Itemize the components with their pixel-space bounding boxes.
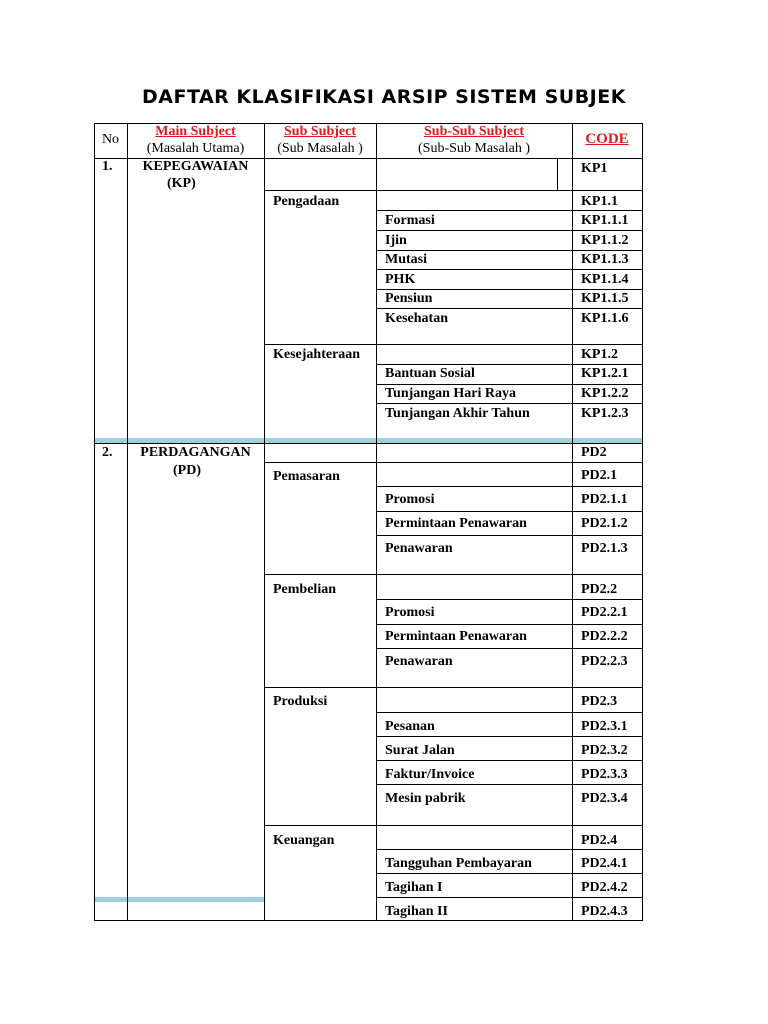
subsub-subject: PHK [385,272,416,287]
col-header-subsub-subject: Sub-Sub Subject [424,124,524,139]
sub-subject: Pemasaran [273,469,340,484]
code-cell: PD2.1 [581,468,618,483]
code-cell: KP1.2.3 [581,406,629,421]
code-cell: KP1 [581,161,608,176]
code-cell: PD2.2.3 [581,654,628,669]
code-cell: KP1.2 [581,347,618,362]
code-cell: KP1.1.1 [581,213,629,228]
sub-subject: Pengadaan [273,194,340,209]
code-cell: KP1.1.6 [581,311,629,326]
subsub-subject: Kesehatan [385,311,448,326]
subsub-subject: Permintaan Penawaran [385,629,527,644]
subsub-subject: Mutasi [385,252,427,267]
main-subject-name: PERDAGANGAN [140,445,251,460]
main-no: 2. [102,445,113,460]
subsub-subject: Penawaran [385,541,453,556]
subsub-subject: Tunjangan Akhir Tahun [385,406,530,421]
accent-band [94,897,264,902]
col-header-subsub-subject-sub: (Sub-Sub Masalah ) [418,141,530,156]
document-title: DAFTAR KLASIFIKASI ARSIP SISTEM SUBJEK [142,86,626,108]
code-cell: PD2.4 [581,833,618,848]
subsub-subject: Pensiun [385,291,433,306]
sub-subject: Keuangan [273,833,335,848]
code-cell: PD2.3.4 [581,791,628,806]
subsub-subject: Formasi [385,213,435,228]
code-cell: PD2.4.1 [581,856,628,871]
code-cell: PD2.4.3 [581,904,628,919]
sub-subject: Pembelian [273,582,336,597]
main-no: 1. [102,159,113,174]
subsub-subject: Surat Jalan [385,743,455,758]
subsub-subject: Ijin [385,233,407,248]
subsub-subject: Tagihan I [385,880,443,895]
col-header-no: No [101,132,120,147]
code-cell: PD2.1.1 [581,492,628,507]
code-cell: PD2.2 [581,582,618,597]
col-header-main-subject: Main Subject [155,124,236,139]
code-cell: PD2 [581,445,607,460]
code-cell: PD2.2.2 [581,629,628,644]
subsub-subject: Penawaran [385,654,453,669]
code-cell: KP1.1.4 [581,272,629,287]
subsub-subject: Tagihan II [385,904,448,919]
subsub-subject: Mesin pabrik [385,791,466,806]
subsub-subject: Pesanan [385,719,435,734]
sub-subject: Kesejahteraan [273,347,361,362]
col-header-main-subject-sub: (Masalah Utama) [146,141,245,156]
sub-subject: Produksi [273,694,328,709]
subsub-subject: Promosi [385,492,435,507]
code-cell: KP1.1.3 [581,252,629,267]
col-header-sub-subject: Sub Subject [284,124,356,139]
code-cell: PD2.4.2 [581,880,628,895]
accent-band [94,438,642,443]
subsub-subject: Tangguhan Pembayaran [385,856,532,871]
code-cell: PD2.3.2 [581,743,628,758]
code-cell: PD2.3.1 [581,719,628,734]
code-cell: PD2.3 [581,694,618,709]
code-cell: KP1.1.5 [581,291,629,306]
code-cell: PD2.1.3 [581,541,628,556]
subsub-subject: Promosi [385,605,435,620]
code-cell: KP1.1.2 [581,233,629,248]
subsub-subject: Faktur/Invoice [385,767,475,782]
col-header-code: CODE [585,131,629,147]
code-cell: KP1.1 [581,194,618,209]
subsub-subject: Permintaan Penawaran [385,516,527,531]
subsub-subject: Bantuan Sosial [385,366,475,381]
code-cell: KP1.2.1 [581,366,629,381]
code-cell: PD2.3.3 [581,767,628,782]
main-subject-abbr: (PD) [173,463,201,478]
code-cell: PD2.2.1 [581,605,628,620]
code-cell: KP1.2.2 [581,386,629,401]
code-cell: PD2.1.2 [581,516,628,531]
col-header-sub-subject-sub: (Sub Masalah ) [277,141,363,156]
subsub-subject: Tunjangan Hari Raya [385,386,516,401]
main-subject-abbr: (KP) [167,176,196,191]
main-subject-name: KEPEGAWAIAN [142,159,249,174]
